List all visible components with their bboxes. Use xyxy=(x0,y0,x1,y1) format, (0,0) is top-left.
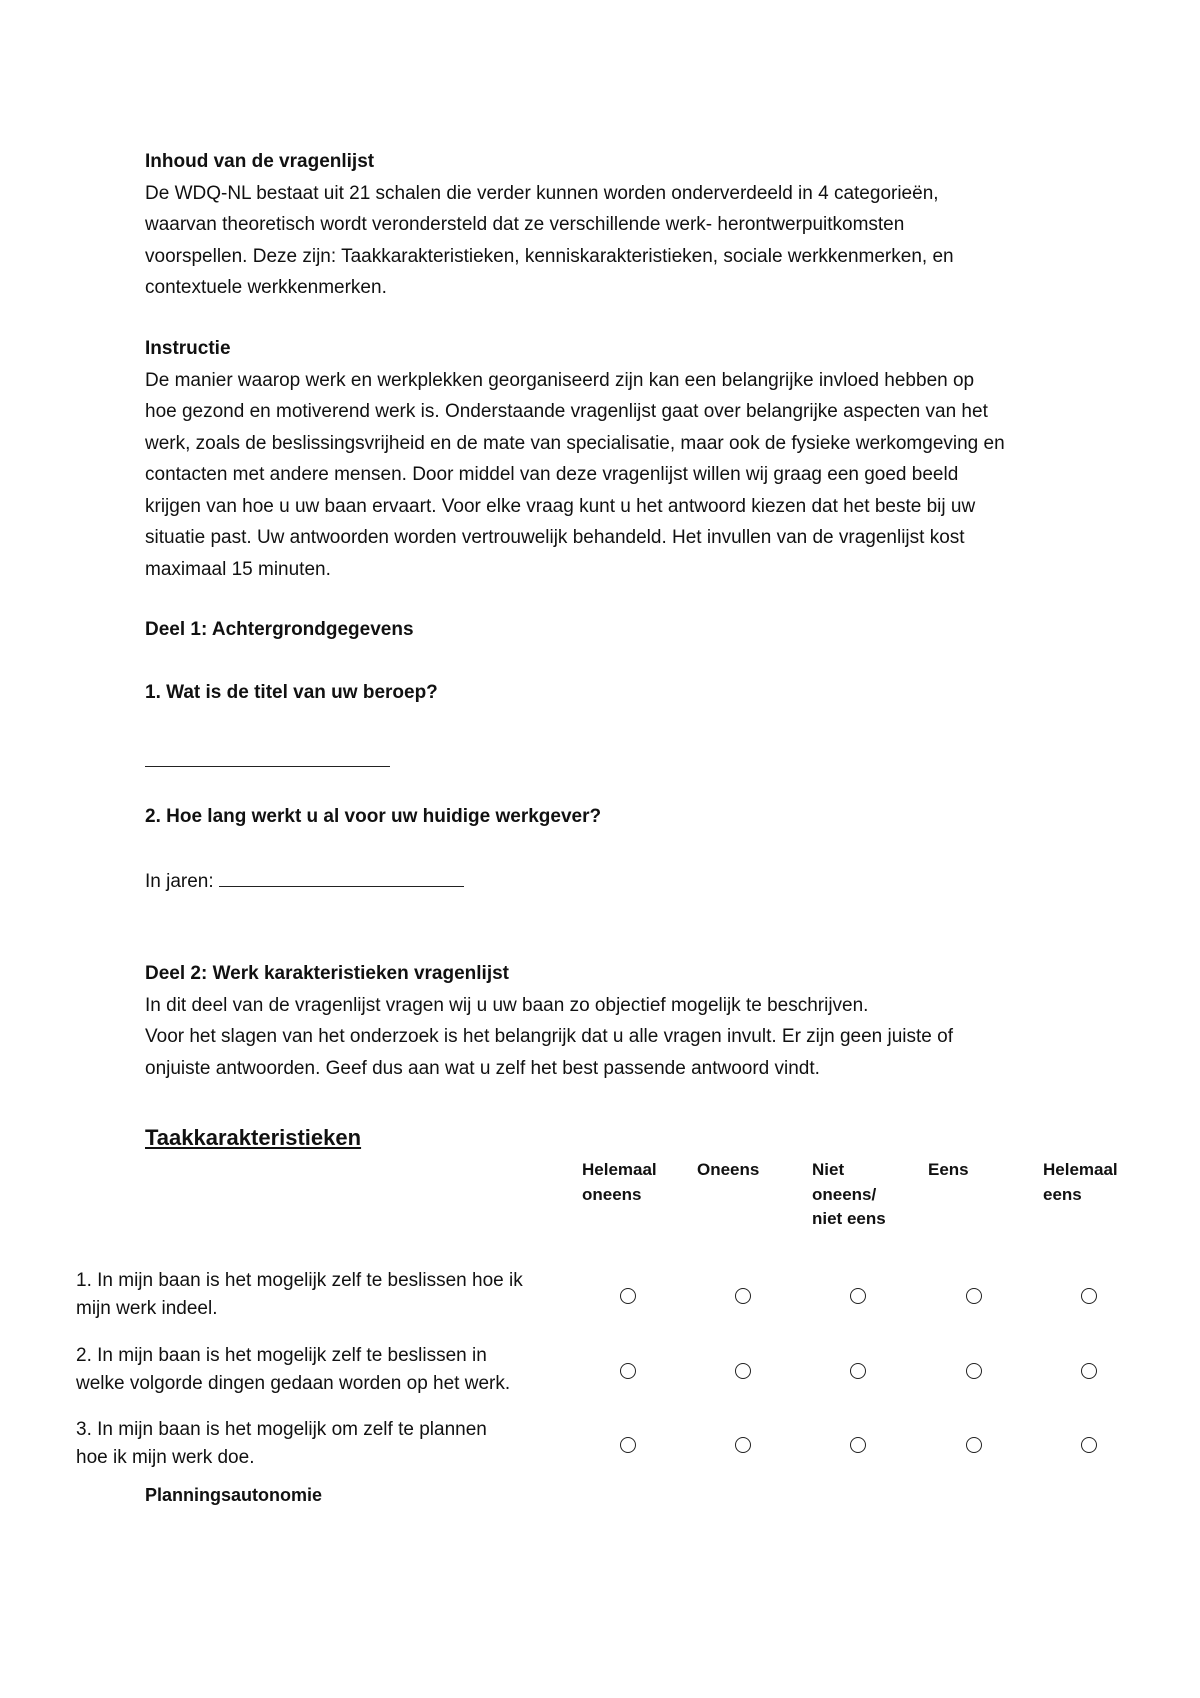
years-label: In jaren: xyxy=(145,871,214,892)
part2-heading: Deel 2: Werk karakteristieken vragenlijst xyxy=(145,963,510,984)
radio-q3-strongly-disagree[interactable] xyxy=(620,1437,636,1453)
column-header-line: Niet xyxy=(812,1160,845,1179)
column-header-line: Oneens xyxy=(697,1160,760,1179)
part2-line: Voor het slagen van het onderzoek is het belangrijk dat u alle vragen invult. Er zijn geen juiste of xyxy=(145,1026,954,1047)
part2-section xyxy=(145,958,1085,1084)
radio-q2-strongly-disagree[interactable] xyxy=(620,1363,636,1379)
instruction-line: De manier waarop werk en werkplekken georganiseerd zijn kan een belangrijke invloed hebben op xyxy=(145,369,975,391)
radio-q2-agree[interactable] xyxy=(966,1363,982,1379)
radio-q1-strongly-agree[interactable] xyxy=(1081,1288,1097,1304)
question-line: mijn werk indeel. xyxy=(76,1298,218,1319)
column-header-strongly-disagree xyxy=(582,1158,700,1207)
part2-line: In dit deel van de vragenlijst vragen wij u uw baan zo objectief mogelijk te beschrijven. xyxy=(145,994,869,1016)
radio-q2-strongly-agree[interactable] xyxy=(1081,1363,1097,1379)
question-3 xyxy=(76,1416,576,1472)
radio-q3-disagree[interactable] xyxy=(735,1437,751,1453)
question-line: 2. In mijn baan is het mogelijk zelf te beslissen in xyxy=(76,1345,487,1366)
question-tenure: 2. Hoe lang werkt u al voor uw huidige werkgever? xyxy=(145,806,602,827)
subscale-label: Planningsautonomie xyxy=(145,1485,323,1505)
column-header-line: oneens xyxy=(582,1184,642,1204)
question-line: 1. In mijn baan is het mogelijk zelf te beslissen hoe ik xyxy=(76,1270,523,1291)
intro-section xyxy=(145,146,1085,304)
column-header-line: niet eens xyxy=(812,1209,886,1228)
radio-q3-neutral[interactable] xyxy=(850,1437,866,1453)
column-header-line: Eens xyxy=(928,1160,969,1179)
intro-line: voorspellen. Deze zijn: Taakkarakteristieken, kenniskarakteristieken, sociale werkkenmerken, en xyxy=(145,245,954,267)
intro-line: De WDQ-NL bestaat uit 21 schalen die verder kunnen worden onderverdeeld in 4 categorieën, xyxy=(145,182,939,204)
radio-q2-disagree[interactable] xyxy=(735,1363,751,1379)
instruction-line: krijgen van hoe u uw baan ervaart. Voor elke vraag kunt u het antwoord kiezen dat het beste bij uw xyxy=(145,495,976,517)
instruction-line: situatie past. Uw antwoorden worden vertrouwelijk behandeld. Het invullen van de vragenlijst kost xyxy=(145,527,965,548)
instruction-line: werk, zoals de beslissingsvrijheid en de mate van specialisatie, maar ook de fysieke werkomgeving en xyxy=(145,432,1005,454)
instruction-line: maximaal 15 minuten. xyxy=(145,558,331,580)
radio-q1-strongly-disagree[interactable] xyxy=(620,1288,636,1304)
instruction-heading: Instructie xyxy=(145,338,231,359)
instruction-line: hoe gezond en motiverend werk is. Onderstaande vragenlijst gaat over belangrijke aspecten van het xyxy=(145,401,988,422)
scale-title: Taakkarakteristieken xyxy=(145,1125,362,1150)
years-row xyxy=(145,864,1085,898)
part1-heading: Deel 1: Achtergrondgegevens xyxy=(145,619,414,640)
column-header-disagree xyxy=(697,1158,815,1183)
years-answer-line[interactable] xyxy=(219,864,464,887)
column-header-line: Helemaal xyxy=(1043,1160,1118,1179)
intro-line: contextuele werkkenmerken. xyxy=(145,277,387,298)
question-job-title: 1. Wat is de titel van uw beroep? xyxy=(145,682,438,703)
intro-line: waarvan theoretisch wordt verondersteld dat ze verschillende werk- herontwerpuitkomsten xyxy=(145,214,905,235)
radio-q2-neutral[interactable] xyxy=(850,1363,866,1379)
question-line: welke volgorde dingen gedaan worden op het werk. xyxy=(76,1373,511,1394)
column-header-line: Helemaal xyxy=(582,1160,657,1179)
radio-q1-neutral[interactable] xyxy=(850,1288,866,1304)
radio-q1-disagree[interactable] xyxy=(735,1288,751,1304)
job-title-answer-line[interactable] xyxy=(145,744,1085,768)
radio-q1-agree[interactable] xyxy=(966,1288,982,1304)
column-header-line: eens xyxy=(1043,1184,1082,1204)
intro-heading: Inhoud van de vragenlijst xyxy=(145,151,375,172)
question-1 xyxy=(76,1267,576,1323)
question-2 xyxy=(76,1342,576,1398)
column-header-strongly-agree xyxy=(1043,1158,1161,1207)
part2-line: onjuiste antwoorden. Geef dus aan wat u zelf het best passende antwoord vindt. xyxy=(145,1057,820,1079)
column-header-agree xyxy=(928,1158,1046,1183)
radio-q3-agree[interactable] xyxy=(966,1437,982,1453)
radio-q3-strongly-agree[interactable] xyxy=(1081,1437,1097,1453)
column-header-neutral xyxy=(812,1158,930,1232)
instruction-section xyxy=(145,333,1085,585)
column-header-line: oneens/ xyxy=(812,1184,877,1204)
question-line: 3. In mijn baan is het mogelijk om zelf te plannen xyxy=(76,1419,487,1440)
instruction-line: contacten met andere mensen. Door middel van deze vragenlijst willen wij graag een goed beeld xyxy=(145,464,959,485)
question-line: hoe ik mijn werk doe. xyxy=(76,1447,255,1468)
